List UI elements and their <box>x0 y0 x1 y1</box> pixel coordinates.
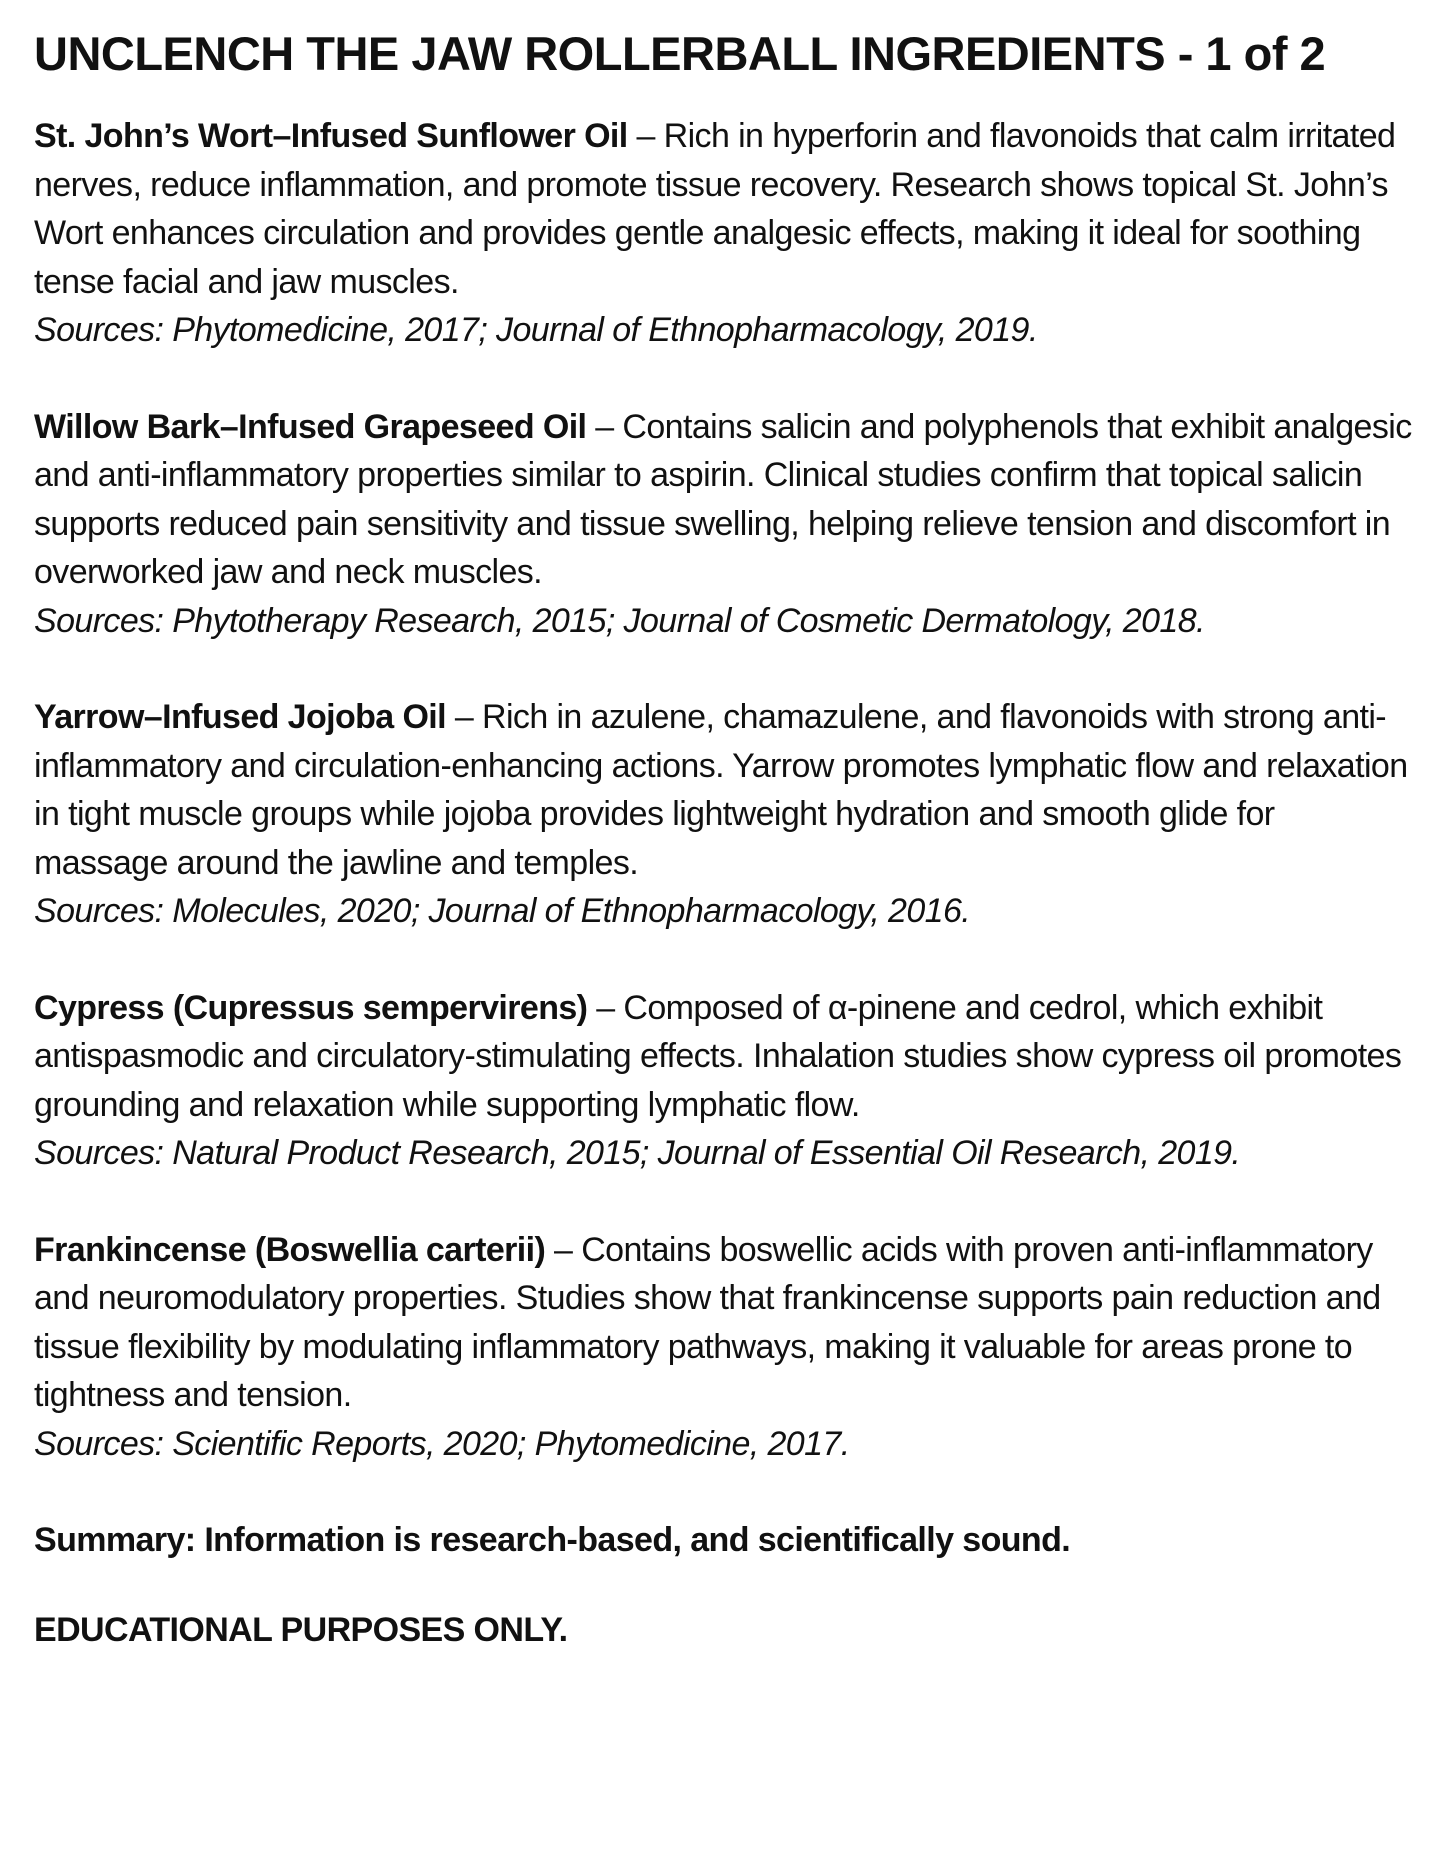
ingredient-separator: – <box>587 988 624 1027</box>
ingredient-paragraph <box>34 112 1414 306</box>
summary-text: Summary: Information is research-based, and scientifically sound. <box>34 1521 1071 1559</box>
ingredient-sources: Sources: Natural Product Research, 2015; Journal of Essential Oil Research, 2019. <box>34 1134 1241 1172</box>
ingredient-st-johns-wort <box>34 112 1414 355</box>
ingredient-description: Contains boswellic acids with proven anti-inflammatory and neuromodulatory properties. Studies show that frankincense supports pain reduction and tissue flexibility by modulating inflammatory pathways, making it valuable for areas prone to tightness and tension. <box>34 1230 1381 1414</box>
ingredient-description: Rich in azulene, chamazulene, and flavonoids with strong anti-inflammatory and circulation-enhancing actions. Yarrow promotes lymphatic flow and relaxation in tight muscle groups while jojoba provides lightweight hydration and smooth glide for massage around the jawline and temples. <box>34 698 1408 882</box>
ingredient-frankincense <box>34 1226 1414 1469</box>
ingredient-description: Rich in hyperforin and flavonoids that calm irritated nerves, reduce inflammation, and promote tissue recovery. Research shows topical St. John’s Wort enhances circulation and provides gentle analgesic effects, making it ideal for soothing tense facial and jaw muscles. <box>34 117 1396 301</box>
ingredient-paragraph <box>34 693 1414 887</box>
disclaimer-text: EDUCATIONAL PURPOSES ONLY. <box>34 1611 568 1649</box>
ingredient-separator: – <box>446 698 483 736</box>
ingredient-name: Cypress (Cupressus sempervirens) <box>34 988 588 1027</box>
ingredient-separator: – <box>627 117 664 155</box>
ingredient-separator: – <box>586 407 623 446</box>
ingredient-description: Contains salicin and polyphenols that exhibit analgesic and anti-inflammatory properties similar to aspirin. Clinical studies confirm that topical salicin supports reduced pain sensitivity and tissue swelling, helping relieve tension and discomfort in overworked jaw and neck muscles. <box>34 407 1412 591</box>
ingredient-sources: Sources: Molecules, 2020; Journal of Ethnopharmacology, 2016. <box>34 892 971 930</box>
ingredient-separator: – <box>545 1230 582 1269</box>
ingredient-sources: Sources: Phytotherapy Research, 2015; Journal of Cosmetic Dermatology, 2018. <box>34 601 1205 640</box>
ingredient-name: St. John’s Wort–Infused Sunflower Oil <box>34 117 628 155</box>
ingredient-willow-bark <box>34 403 1414 646</box>
ingredient-cypress <box>34 984 1414 1178</box>
ingredient-name: Frankincense (Boswellia carterii) <box>34 1230 546 1269</box>
ingredient-paragraph <box>34 984 1414 1130</box>
ingredient-name: Willow Bark–Infused Grapeseed Oil <box>34 407 587 446</box>
ingredient-paragraph <box>34 1226 1414 1420</box>
ingredient-yarrow <box>34 693 1414 936</box>
ingredient-sources: Sources: Scientific Reports, 2020; Phytomedicine, 2017. <box>34 1424 850 1463</box>
ingredient-paragraph <box>34 403 1414 597</box>
ingredient-sources: Sources: Phytomedicine, 2017; Journal of Ethnopharmacology, 2019. <box>34 311 1038 349</box>
document-page <box>34 22 1414 1654</box>
page-title: UNCLENCH THE JAW ROLLERBALL INGREDIENTS - 1 of 2 <box>34 27 1326 80</box>
ingredient-description: Composed of α-pinene and cedrol, which exhibit antispasmodic and circulatory-stimulating effects. Inhalation studies show cypress oil promotes grounding and relaxation while supporting lymphatic flow. <box>34 988 1402 1124</box>
ingredient-name: Yarrow–Infused Jojoba Oil <box>34 698 446 736</box>
